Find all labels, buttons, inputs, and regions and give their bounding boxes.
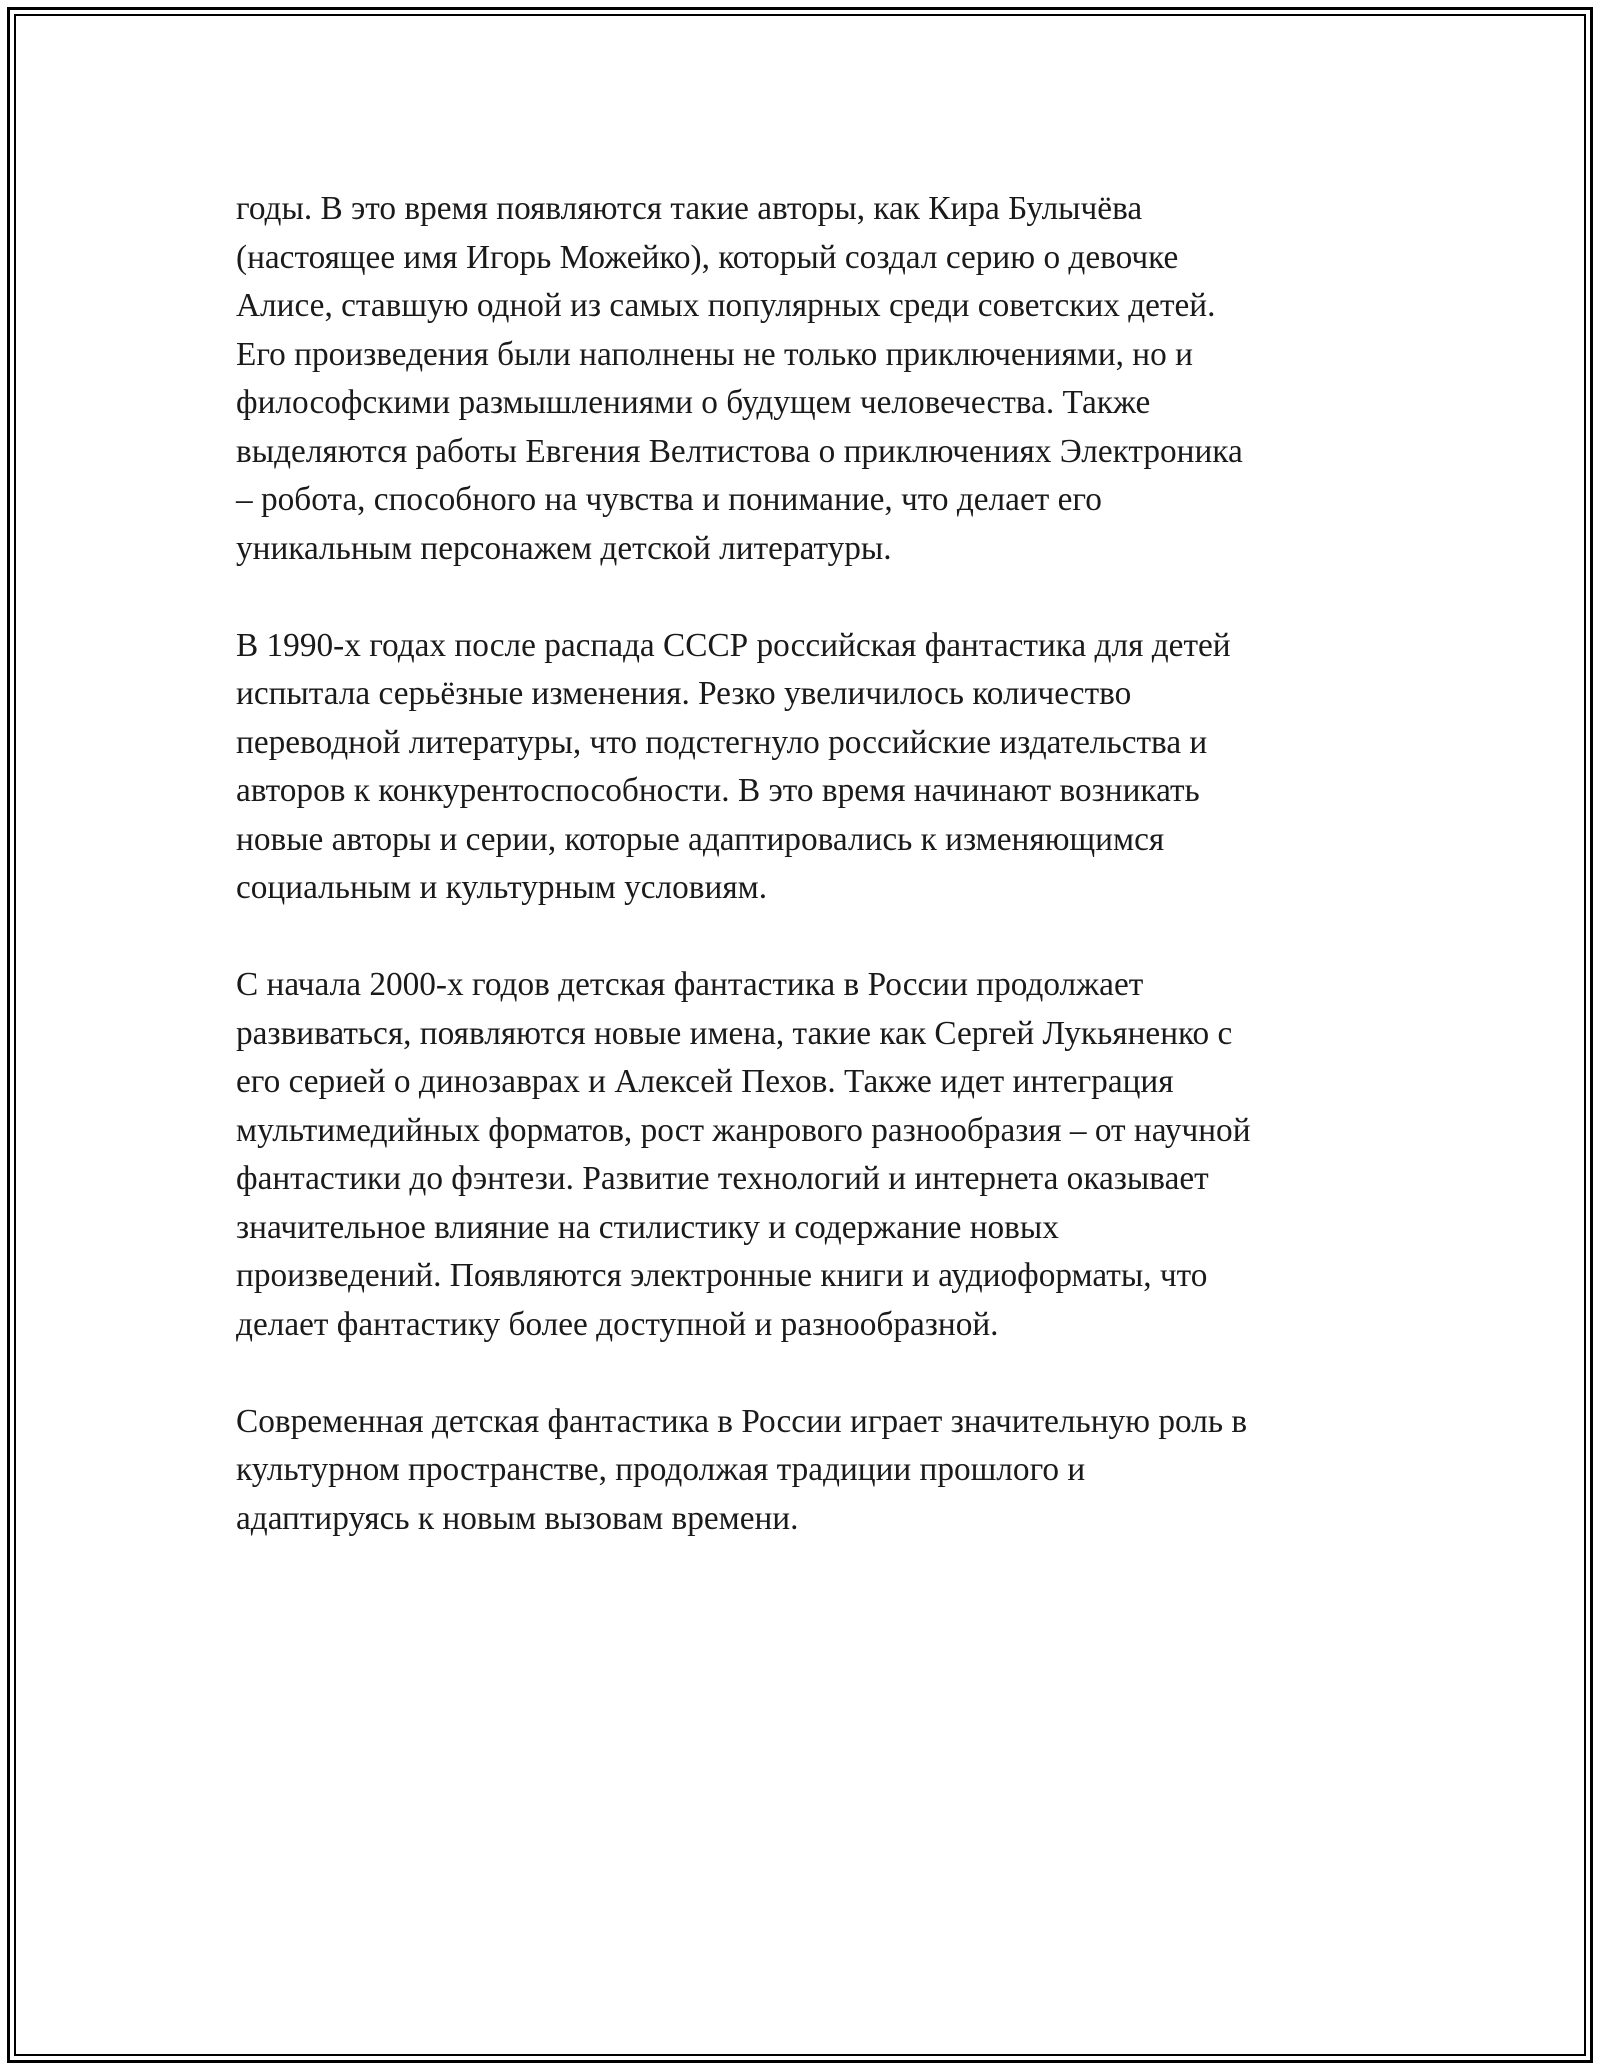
text-line: философскими размышлениями о будущем человечества. Также xyxy=(236,384,1151,421)
text-line: значительное влияние на стилистику и содержание новых xyxy=(236,1208,1059,1246)
paragraph-3 xyxy=(236,961,1366,1349)
text-line: С начала 2000-х годов детская фантастика в России продолжает xyxy=(236,966,1144,1003)
text-line: адаптируясь к новым вызовам времени. xyxy=(236,1499,799,1537)
text-line: В 1990-х годах после распада СССР российская фантастика для детей xyxy=(236,626,1231,664)
text-line: Алисе, ставшую одной из самых популярных среди советских детей. xyxy=(236,287,1216,324)
text-line: Его произведения были наполнены не только приключениями, но и xyxy=(236,335,1193,373)
text-line: мультимедийных форматов, рост жанрового разнообразия – от научной xyxy=(236,1111,1251,1149)
text-line: авторов к конкурентоспособности. В это время начинают возникать xyxy=(236,772,1200,809)
text-line: Современная детская фантастика в России играет значительную роль в xyxy=(236,1402,1248,1440)
document-body xyxy=(236,185,1366,1592)
paragraph-4 xyxy=(236,1398,1366,1544)
text-line: произведений. Появляются электронные книги и аудиоформаты, что xyxy=(236,1257,1208,1294)
text-line: (настоящее имя Игорь Можейко), который создал серию о девочке xyxy=(236,238,1179,276)
paragraph-2 xyxy=(236,622,1366,913)
text-line: его серией о динозаврах и Алексей Пехов. Также идет интеграция xyxy=(236,1063,1174,1100)
text-line: выделяются работы Евгения Велтистова о приключениях Электроника xyxy=(236,432,1243,470)
text-line: культурном пространстве, продолжая традиции прошлого и xyxy=(236,1451,1086,1488)
text-line: – робота, способного на чувства и понимание, что делает его xyxy=(236,481,1102,518)
text-line: фантастики до фэнтези. Развитие технологий и интернета оказывает xyxy=(236,1160,1209,1197)
text-line: годы. В это время появляются такие авторы, как Кира Булычёва xyxy=(236,190,1143,227)
text-line: новые авторы и серии, которые адаптировались к изменяющимся xyxy=(236,820,1165,858)
text-line: уникальным персонажем детской литературы. xyxy=(236,529,892,567)
paragraph-1 xyxy=(236,185,1366,573)
text-line: переводной литературы, что подстегнуло российские издательства и xyxy=(236,723,1208,761)
text-line: делает фантастику более доступной и разнообразной. xyxy=(236,1305,999,1343)
text-line: развиваться, появляются новые имена, такие как Сергей Лукьяненко с xyxy=(236,1014,1233,1052)
text-line: социальным и культурным условиям. xyxy=(236,869,768,906)
text-line: испытала серьёзные изменения. Резко увеличилось количество xyxy=(236,675,1132,712)
